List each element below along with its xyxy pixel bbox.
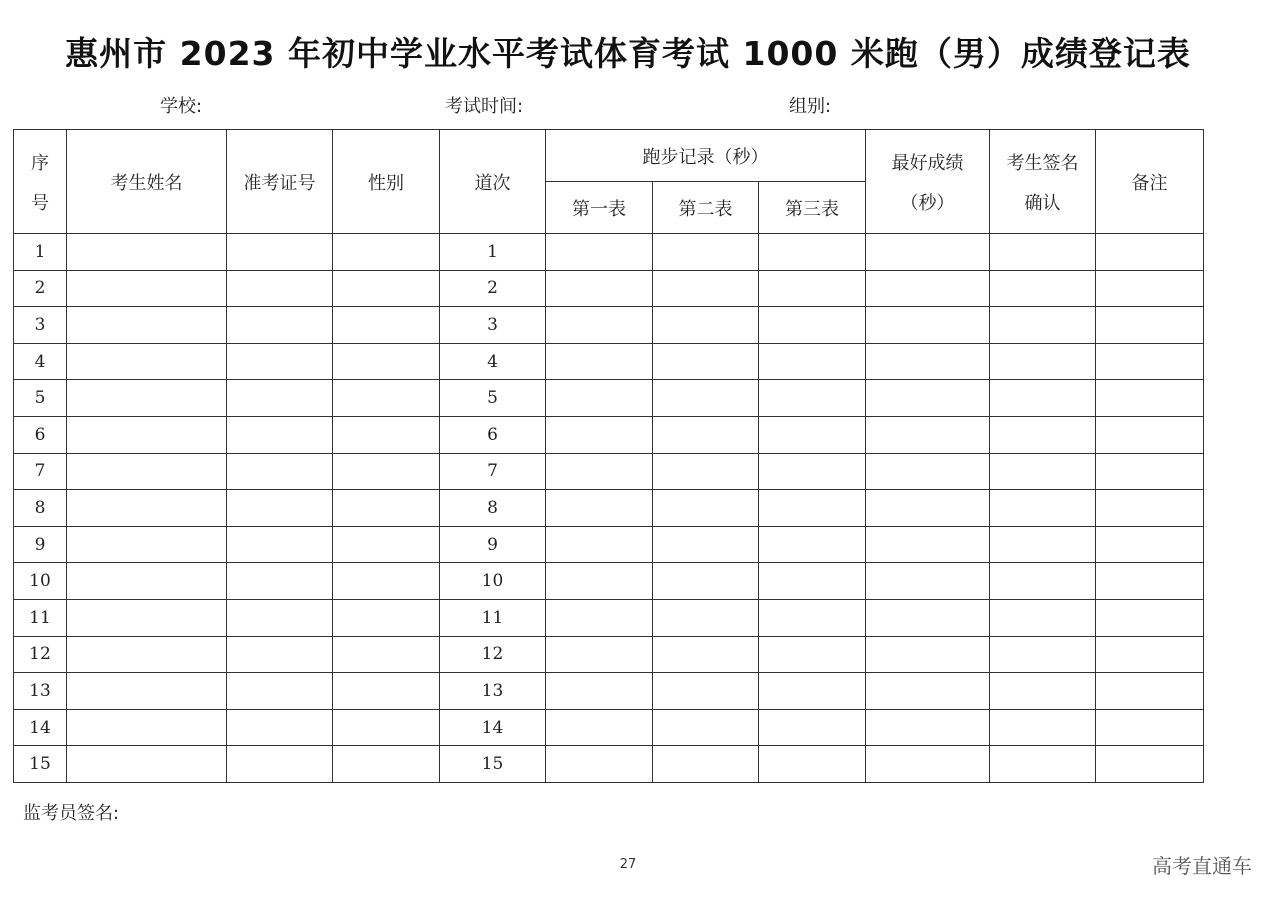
header-watch3: 第三表 <box>759 182 866 234</box>
best-cell[interactable] <box>866 234 990 271</box>
remarks-cell[interactable] <box>1096 270 1204 307</box>
name-cell[interactable] <box>67 416 227 453</box>
lane-cell: 4 <box>440 343 546 380</box>
header-remarks: 备注 <box>1096 130 1204 234</box>
watch1-cell[interactable] <box>546 307 653 344</box>
seq-cell: 14 <box>14 709 67 746</box>
watch2-cell[interactable] <box>653 453 759 490</box>
best-cell[interactable] <box>866 563 990 600</box>
ticket-cell[interactable] <box>227 599 333 636</box>
remarks-cell[interactable] <box>1096 563 1204 600</box>
gender-cell[interactable] <box>333 526 440 563</box>
watch3-cell[interactable] <box>759 599 866 636</box>
watch3-cell[interactable] <box>759 490 866 527</box>
best-cell[interactable] <box>866 526 990 563</box>
remarks-cell[interactable] <box>1096 709 1204 746</box>
seq-cell: 12 <box>14 636 67 673</box>
gender-cell[interactable] <box>333 673 440 710</box>
table-row <box>14 453 1204 490</box>
watch1-cell[interactable] <box>546 453 653 490</box>
header-watch1: 第一表 <box>546 182 653 234</box>
gender-cell[interactable] <box>333 563 440 600</box>
table-row <box>14 673 1204 710</box>
remarks-cell[interactable] <box>1096 526 1204 563</box>
lane-cell: 11 <box>440 599 546 636</box>
sign-cell[interactable] <box>990 416 1096 453</box>
best-cell[interactable] <box>866 453 990 490</box>
watch3-cell[interactable] <box>759 453 866 490</box>
sign-cell[interactable] <box>990 636 1096 673</box>
name-cell[interactable] <box>67 563 227 600</box>
remarks-cell[interactable] <box>1096 490 1204 527</box>
score-table <box>13 129 1204 783</box>
seq-cell: 3 <box>14 307 67 344</box>
seq-cell: 2 <box>14 270 67 307</box>
remarks-cell[interactable] <box>1096 746 1204 783</box>
remarks-cell[interactable] <box>1096 343 1204 380</box>
ticket-cell[interactable] <box>227 307 333 344</box>
best-cell[interactable] <box>866 599 990 636</box>
remarks-cell[interactable] <box>1096 234 1204 271</box>
sign-cell[interactable] <box>990 380 1096 417</box>
lane-cell: 8 <box>440 490 546 527</box>
watch1-cell[interactable] <box>546 526 653 563</box>
lane-cell: 7 <box>440 453 546 490</box>
watch1-cell[interactable] <box>546 343 653 380</box>
best-cell[interactable] <box>866 307 990 344</box>
gender-cell[interactable] <box>333 746 440 783</box>
ticket-cell[interactable] <box>227 270 333 307</box>
gender-cell[interactable] <box>333 234 440 271</box>
gender-cell[interactable] <box>333 307 440 344</box>
best-cell[interactable] <box>866 709 990 746</box>
header-lane: 道次 <box>440 130 546 234</box>
gender-cell[interactable] <box>333 343 440 380</box>
sign-cell[interactable] <box>990 673 1096 710</box>
remarks-cell[interactable] <box>1096 307 1204 344</box>
watch3-cell[interactable] <box>759 343 866 380</box>
watch2-cell[interactable] <box>653 599 759 636</box>
gender-cell[interactable] <box>333 416 440 453</box>
sign-cell[interactable] <box>990 746 1096 783</box>
lane-cell: 5 <box>440 380 546 417</box>
sign-cell[interactable] <box>990 343 1096 380</box>
name-cell[interactable] <box>67 453 227 490</box>
name-cell[interactable] <box>67 636 227 673</box>
header-ticket: 准考证号 <box>227 130 333 234</box>
name-cell[interactable] <box>67 343 227 380</box>
watch2-cell[interactable] <box>653 746 759 783</box>
watch3-cell[interactable] <box>759 270 866 307</box>
gender-cell[interactable] <box>333 270 440 307</box>
watch2-cell[interactable] <box>653 709 759 746</box>
table-body <box>14 234 1204 783</box>
watch3-cell[interactable] <box>759 416 866 453</box>
name-cell[interactable] <box>67 490 227 527</box>
seq-cell: 6 <box>14 416 67 453</box>
best-cell[interactable] <box>866 270 990 307</box>
remarks-cell[interactable] <box>1096 599 1204 636</box>
watch2-cell[interactable] <box>653 526 759 563</box>
name-cell[interactable] <box>67 599 227 636</box>
best-cell[interactable] <box>866 343 990 380</box>
watch2-cell[interactable] <box>653 270 759 307</box>
watch1-cell[interactable] <box>546 416 653 453</box>
seq-cell: 10 <box>14 563 67 600</box>
gender-cell[interactable] <box>333 380 440 417</box>
remarks-cell[interactable] <box>1096 636 1204 673</box>
gender-cell[interactable] <box>333 636 440 673</box>
remarks-cell[interactable] <box>1096 380 1204 417</box>
lane-cell: 10 <box>440 563 546 600</box>
table-row <box>14 307 1204 344</box>
sign-cell[interactable] <box>990 563 1096 600</box>
table-row <box>14 380 1204 417</box>
seq-cell: 15 <box>14 746 67 783</box>
remarks-cell[interactable] <box>1096 416 1204 453</box>
group-label: 组别: <box>789 96 832 117</box>
watch3-cell[interactable] <box>759 563 866 600</box>
lane-cell: 12 <box>440 636 546 673</box>
watch3-cell[interactable] <box>759 673 866 710</box>
watch2-cell[interactable] <box>653 673 759 710</box>
table-row <box>14 636 1204 673</box>
table-row <box>14 234 1204 271</box>
name-cell[interactable] <box>67 709 227 746</box>
gender-cell[interactable] <box>333 490 440 527</box>
header-sign <box>990 130 1096 234</box>
sign-cell[interactable] <box>990 490 1096 527</box>
table-row <box>14 563 1204 600</box>
gender-cell[interactable] <box>333 599 440 636</box>
header-seq-bottom: 号 <box>31 192 49 214</box>
sign-cell[interactable] <box>990 599 1096 636</box>
watch1-cell[interactable] <box>546 709 653 746</box>
table-row <box>14 599 1204 636</box>
watch2-cell[interactable] <box>653 563 759 600</box>
ticket-cell[interactable] <box>227 380 333 417</box>
name-cell[interactable] <box>67 307 227 344</box>
header-seq <box>14 130 67 234</box>
watch1-cell[interactable] <box>546 490 653 527</box>
school-label: 学校: <box>160 96 203 117</box>
table-header <box>14 130 1204 234</box>
sign-cell[interactable] <box>990 307 1096 344</box>
seq-cell: 9 <box>14 526 67 563</box>
seq-cell: 11 <box>14 599 67 636</box>
remarks-cell[interactable] <box>1096 673 1204 710</box>
watch2-cell[interactable] <box>653 343 759 380</box>
header-running-record: 跑步记录（秒） <box>546 130 866 182</box>
lane-cell: 3 <box>440 307 546 344</box>
lane-cell: 13 <box>440 673 546 710</box>
watch2-cell[interactable] <box>653 307 759 344</box>
watch2-cell[interactable] <box>653 234 759 271</box>
table-row <box>14 343 1204 380</box>
watch1-cell[interactable] <box>546 673 653 710</box>
best-cell[interactable] <box>866 380 990 417</box>
watch2-cell[interactable] <box>653 636 759 673</box>
watch1-cell[interactable] <box>546 234 653 271</box>
header-watch2: 第二表 <box>653 182 759 234</box>
ticket-cell[interactable] <box>227 746 333 783</box>
watch1-cell[interactable] <box>546 270 653 307</box>
ticket-cell[interactable] <box>227 636 333 673</box>
watch2-cell[interactable] <box>653 490 759 527</box>
ticket-cell[interactable] <box>227 563 333 600</box>
sign-cell[interactable] <box>990 234 1096 271</box>
header-sign-bottom: 确认 <box>1024 192 1061 214</box>
ticket-cell[interactable] <box>227 673 333 710</box>
seq-cell: 13 <box>14 673 67 710</box>
header-best-bottom: （秒） <box>900 192 955 214</box>
best-cell[interactable] <box>866 416 990 453</box>
sign-cell[interactable] <box>990 270 1096 307</box>
ticket-cell[interactable] <box>227 526 333 563</box>
watch3-cell[interactable] <box>759 526 866 563</box>
watermark: 高考直通车 <box>1152 854 1252 878</box>
best-cell[interactable] <box>866 673 990 710</box>
watch1-cell[interactable] <box>546 746 653 783</box>
header-seq-top: 序 <box>31 152 49 174</box>
name-cell[interactable] <box>67 234 227 271</box>
document-title: 惠州市 2023 年初中学业水平考试体育考试 1000 米跑（男）成绩登记表 <box>65 34 1191 73</box>
lane-cell: 9 <box>440 526 546 563</box>
gender-cell[interactable] <box>333 453 440 490</box>
proctor-signature-label: 监考员签名: <box>23 803 120 824</box>
seq-cell: 5 <box>14 380 67 417</box>
remarks-cell[interactable] <box>1096 453 1204 490</box>
watch2-cell[interactable] <box>653 416 759 453</box>
sign-cell[interactable] <box>990 709 1096 746</box>
page-number: 27 <box>619 857 637 872</box>
seq-cell: 8 <box>14 490 67 527</box>
header-gender: 性别 <box>333 130 440 234</box>
ticket-cell[interactable] <box>227 416 333 453</box>
exam-time-label: 考试时间: <box>445 96 524 117</box>
watch3-cell[interactable] <box>759 380 866 417</box>
ticket-cell[interactable] <box>227 490 333 527</box>
name-cell[interactable] <box>67 270 227 307</box>
ticket-cell[interactable] <box>227 234 333 271</box>
ticket-cell[interactable] <box>227 709 333 746</box>
watch1-cell[interactable] <box>546 380 653 417</box>
watch3-cell[interactable] <box>759 234 866 271</box>
lane-cell: 15 <box>440 746 546 783</box>
best-cell[interactable] <box>866 636 990 673</box>
gender-cell[interactable] <box>333 709 440 746</box>
lane-cell: 14 <box>440 709 546 746</box>
lane-cell: 2 <box>440 270 546 307</box>
watch1-cell[interactable] <box>546 599 653 636</box>
best-cell[interactable] <box>866 490 990 527</box>
watch3-cell[interactable] <box>759 636 866 673</box>
name-cell[interactable] <box>67 746 227 783</box>
seq-cell: 4 <box>14 343 67 380</box>
watch3-cell[interactable] <box>759 307 866 344</box>
watch1-cell[interactable] <box>546 636 653 673</box>
ticket-cell[interactable] <box>227 343 333 380</box>
sign-cell[interactable] <box>990 453 1096 490</box>
best-cell[interactable] <box>866 746 990 783</box>
lane-cell: 6 <box>440 416 546 453</box>
sign-cell[interactable] <box>990 526 1096 563</box>
table-row <box>14 416 1204 453</box>
table-row <box>14 490 1204 527</box>
seq-cell: 7 <box>14 453 67 490</box>
watch1-cell[interactable] <box>546 563 653 600</box>
watch3-cell[interactable] <box>759 746 866 783</box>
header-name: 考生姓名 <box>67 130 227 234</box>
watch3-cell[interactable] <box>759 709 866 746</box>
table-row <box>14 270 1204 307</box>
lane-cell: 1 <box>440 234 546 271</box>
header-best-top: 最好成绩 <box>891 152 964 174</box>
watch2-cell[interactable] <box>653 380 759 417</box>
header-sign-top: 考生签名 <box>1006 152 1079 174</box>
table-row <box>14 746 1204 783</box>
seq-cell: 1 <box>14 234 67 271</box>
table-row <box>14 526 1204 563</box>
table-row <box>14 709 1204 746</box>
name-cell[interactable] <box>67 673 227 710</box>
ticket-cell[interactable] <box>227 453 333 490</box>
name-cell[interactable] <box>67 380 227 417</box>
header-best <box>866 130 990 234</box>
name-cell[interactable] <box>67 526 227 563</box>
